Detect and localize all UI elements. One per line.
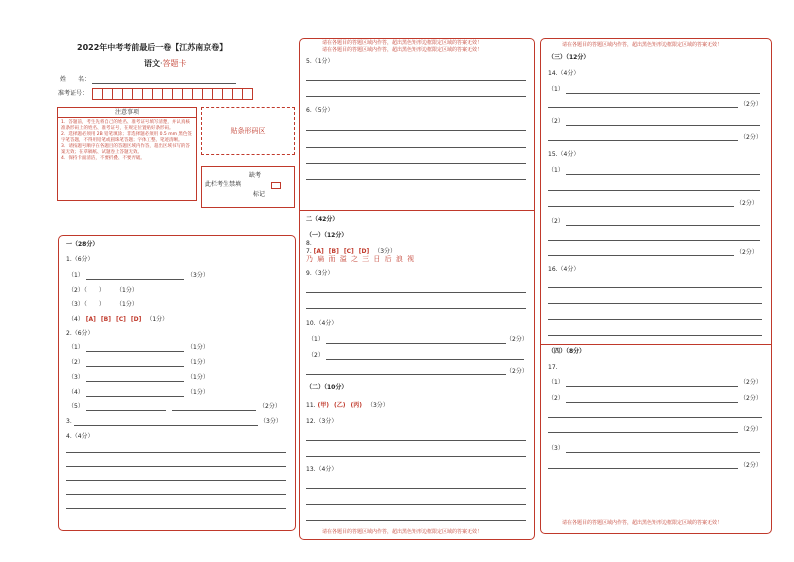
- q15-label: 15.（4分）: [548, 151, 580, 158]
- q13-line[interactable]: [306, 520, 526, 521]
- q2-p2-line[interactable]: [86, 366, 184, 367]
- q11-opt-bing[interactable]: (丙): [350, 402, 362, 409]
- q16-line[interactable]: [548, 335, 762, 336]
- sub4-title: （四）（8分）: [548, 348, 586, 355]
- q14-p2-line2[interactable]: [548, 140, 738, 141]
- q8-char: 三: [362, 255, 371, 263]
- q17-p1-line[interactable]: [566, 386, 738, 387]
- q17-p3: （3）: [548, 445, 564, 452]
- q11-label: 11.: [306, 402, 316, 409]
- col3-warning-top: 请在各题目的答题区域内作答，超出黑色矩形边框限定区域的答案无效！: [562, 42, 723, 48]
- q4-line[interactable]: [66, 466, 286, 467]
- q17-p2: （2）: [548, 395, 564, 402]
- q13-label: 13.（4分）: [306, 466, 338, 473]
- q2-label: 2.（6分）: [66, 330, 94, 337]
- q16-line[interactable]: [548, 287, 762, 288]
- q1-p1-line[interactable]: [86, 279, 184, 280]
- q1-label: 1.（6分）: [66, 256, 94, 263]
- q4-line[interactable]: [66, 452, 286, 453]
- q10-p2: （2）: [308, 352, 324, 359]
- q2-p2: （2）: [68, 359, 84, 366]
- q3-line[interactable]: [74, 425, 258, 426]
- q6-line[interactable]: [306, 147, 526, 148]
- q9-line[interactable]: [306, 292, 526, 293]
- q17-p3-line2[interactable]: [548, 468, 738, 469]
- notice-item: 2．选择题必须用 2B 铅笔填涂；非选择题必须用 0.5 mm 黑色签字笔答题，不得用铅笔或圆珠笔答题；字体工整、笔迹清晰。: [61, 132, 192, 143]
- q14-p1-score: （2分）: [740, 101, 762, 108]
- q1-opt-c[interactable]: [C]: [115, 316, 126, 323]
- q9-label: 9.（3分）: [306, 270, 334, 277]
- col2-divider: [300, 210, 534, 211]
- subject-line: [144, 60, 187, 68]
- q15-p1-line3[interactable]: [548, 206, 734, 207]
- q14-p1-line[interactable]: [566, 93, 760, 94]
- q14-p2-line[interactable]: [566, 125, 760, 126]
- q1-opt-a[interactable]: [A]: [85, 316, 96, 323]
- col3-divider: [541, 344, 771, 345]
- q10-label: 10.（4分）: [306, 320, 338, 327]
- q8-chars: [306, 255, 415, 263]
- q14-p2-score: （2分）: [740, 134, 762, 141]
- q5-line[interactable]: [306, 80, 526, 81]
- q14-p2: （2）: [548, 118, 564, 125]
- q12-line[interactable]: [306, 456, 526, 457]
- q7-opt-d[interactable]: [D]: [358, 248, 370, 255]
- q5-line[interactable]: [306, 96, 526, 97]
- q14-p1: （1）: [548, 86, 564, 93]
- q15-p1-line2[interactable]: [548, 190, 760, 191]
- q2-p5-score: （2分）: [259, 403, 281, 410]
- q5-label: 5.（1分）: [306, 58, 334, 65]
- q15-p2-line[interactable]: [566, 225, 760, 226]
- q11-score: （3分）: [366, 402, 389, 409]
- absent-label1: 缺考: [249, 172, 262, 179]
- q2-p5: （5）: [68, 403, 84, 410]
- q4-label: 4.（4分）: [66, 433, 94, 440]
- q1-p1: （1）: [68, 272, 84, 279]
- q8-char: 而: [328, 255, 337, 263]
- name-field[interactable]: [92, 83, 236, 84]
- q17-p1-score: （2分）: [740, 379, 762, 386]
- q2-p4: （4）: [68, 389, 84, 396]
- q1-p3-score: （1分）: [116, 301, 138, 308]
- q8-char: 溢: [339, 255, 348, 263]
- q11-opt-yi[interactable]: (乙): [333, 402, 346, 409]
- barcode-label: 贴条形码区: [230, 127, 266, 135]
- sub3-title: （三）（12分）: [548, 54, 590, 61]
- q7-label: 7.: [306, 248, 312, 255]
- subject-sep: ·: [160, 59, 163, 68]
- col2-warning-top: 请在各题目的答题区域内作答，超出黑色矩形边框限定区域的答案无效！: [322, 40, 483, 46]
- q2-p1: （1）: [68, 344, 84, 351]
- q17-p3-score: （2分）: [740, 462, 762, 469]
- q8-char: 浪: [395, 255, 404, 263]
- q8-label: 8.: [306, 240, 312, 247]
- q16-line[interactable]: [548, 319, 762, 320]
- q17-p2-line2[interactable]: [548, 417, 762, 418]
- q8-char: 后: [384, 255, 393, 263]
- q1-p4-score: （1分）: [146, 316, 169, 323]
- q2-p3-line[interactable]: [86, 381, 184, 382]
- notice-item: 4．保持卡面清洁，不要折叠、不要弄破。: [61, 156, 145, 161]
- q17-p3-line[interactable]: [566, 452, 760, 453]
- q4-line[interactable]: [66, 494, 286, 495]
- ticket-label: 准考证号：: [58, 90, 89, 97]
- absent-label2: 标记: [253, 191, 266, 198]
- barcode-area: [201, 107, 295, 155]
- q3-score: （3分）: [260, 418, 282, 425]
- sub1-title: （一）（12分）: [306, 232, 348, 239]
- q13-line[interactable]: [306, 504, 526, 505]
- q15-p1: （1）: [548, 167, 564, 174]
- q14-p1-line2[interactable]: [548, 107, 738, 108]
- col2-warning-bottom: 请在各题目的答题区域内作答，超出黑色矩形边框限定区域的答案无效！: [322, 529, 483, 535]
- card-label: 答题卡: [162, 59, 187, 68]
- q16-line[interactable]: [548, 303, 762, 304]
- q3-label: 3.: [66, 418, 72, 425]
- q17-label: 17.: [548, 364, 558, 371]
- q15-p2-score: （2分）: [736, 249, 758, 256]
- q10-p1: （1）: [308, 336, 324, 343]
- q11-opt-jia[interactable]: (甲): [317, 402, 329, 409]
- q1-p4: [68, 316, 168, 324]
- q2-p1-score: （1分）: [187, 344, 209, 351]
- q11-row: [306, 402, 389, 410]
- q8-char: 扁: [317, 255, 326, 263]
- q6-line[interactable]: [306, 179, 526, 180]
- q15-p2-line2[interactable]: [548, 240, 760, 241]
- q1-opt-d[interactable]: [D]: [130, 316, 142, 323]
- q17-p2-score2: （2分）: [740, 426, 762, 433]
- sub2-title: （二）（10分）: [306, 384, 348, 391]
- section1-title: 一（28分）: [66, 241, 99, 248]
- q13-line[interactable]: [306, 488, 526, 489]
- q10-p1-score: （2分）: [506, 336, 528, 343]
- q12-line[interactable]: [306, 440, 526, 441]
- q10-p2-score: （2分）: [506, 368, 528, 375]
- q10-p2-line2[interactable]: [306, 374, 506, 375]
- q1-p3: （3）（ ）: [68, 301, 105, 308]
- q17-p1: （1）: [548, 379, 564, 386]
- q6-line[interactable]: [306, 130, 526, 131]
- q17-p2-line[interactable]: [566, 402, 738, 403]
- ticket-number-cells[interactable]: [92, 88, 252, 100]
- q10-p1-line[interactable]: [326, 343, 506, 344]
- q6-label: 6.（5分）: [306, 107, 334, 114]
- notice-item: 3．请按题号顺序在各题目的答题区域内作答，超出区域书写的答案无效；在草稿纸、试题卷上答题无效。: [61, 144, 190, 155]
- q15-p2-line3[interactable]: [548, 255, 734, 256]
- col3-box: [540, 38, 772, 534]
- q8-char: 日: [373, 255, 382, 263]
- q17-p2-score: （2分）: [740, 395, 762, 402]
- q8-char: 视: [407, 255, 416, 263]
- q2-p4-score: （1分）: [187, 389, 209, 396]
- notice-items: [58, 118, 196, 164]
- name-label: 姓 名：: [60, 76, 91, 83]
- absent-mark-box[interactable]: [271, 182, 281, 189]
- q8-char: 乃: [306, 255, 314, 263]
- q1-p4-label: （4）: [68, 316, 84, 323]
- q7-opt-c[interactable]: [C]: [343, 248, 354, 255]
- absent-desc: 此栏考生禁填: [205, 181, 242, 188]
- q14-label: 14.（4分）: [548, 70, 580, 77]
- q2-p2-score: （1分）: [187, 359, 209, 366]
- q4-line[interactable]: [66, 508, 286, 509]
- notice-item: 1．答题前，考生先将自己的姓名、准考证号填写清楚，并认真核准条形码上的姓名、准考证号，在规定位置贴好条形码。: [61, 120, 190, 131]
- q12-label: 12.（3分）: [306, 418, 338, 425]
- section2-title: 二（42分）: [306, 216, 339, 223]
- q15-p1-line[interactable]: [566, 174, 760, 175]
- q1-p2: （2）（ ）: [68, 287, 105, 294]
- q15-p2: （2）: [548, 218, 564, 225]
- q1-p2-score: （1分）: [116, 287, 138, 294]
- col2-warning-top2: 请在各题目的答题区域内作答，超出黑色矩形边框限定区域的答案无效！: [322, 47, 483, 53]
- q7-score: （3分）: [374, 248, 397, 255]
- q10-p2-line[interactable]: [326, 359, 524, 360]
- col3-warning-bottom: 请在各题目的答题区域内作答，超出黑色矩形边框限定区域的答案无效！: [562, 520, 723, 526]
- q2-p5-line-b[interactable]: [172, 410, 256, 411]
- q9-line[interactable]: [306, 308, 526, 309]
- q6-line[interactable]: [306, 163, 526, 164]
- q7-opt-b[interactable]: [B]: [328, 248, 339, 255]
- subject: 语文: [144, 59, 160, 68]
- col2-box: [299, 38, 535, 540]
- q2-p5-line-a[interactable]: [86, 410, 166, 411]
- q2-p4-line[interactable]: [86, 396, 184, 397]
- q15-p1-score: （2分）: [736, 200, 758, 207]
- q17-p2-line3[interactable]: [548, 432, 738, 433]
- exam-title: 2022年中考考前最后一卷【江苏南京卷】: [77, 43, 228, 52]
- q8-char: 之: [350, 255, 359, 263]
- q1-opt-b[interactable]: [B]: [100, 316, 111, 323]
- q2-p3: （3）: [68, 374, 84, 381]
- q1-p1-score: （3分）: [187, 272, 209, 279]
- notice-title: 注意事项: [58, 108, 196, 118]
- q16-label: 16.（4分）: [548, 266, 580, 273]
- q7-opt-a[interactable]: [A]: [313, 248, 324, 255]
- q4-line[interactable]: [66, 480, 286, 481]
- notice-box: [57, 107, 197, 201]
- q2-p3-score: （1分）: [187, 374, 209, 381]
- q2-p1-line[interactable]: [86, 351, 184, 352]
